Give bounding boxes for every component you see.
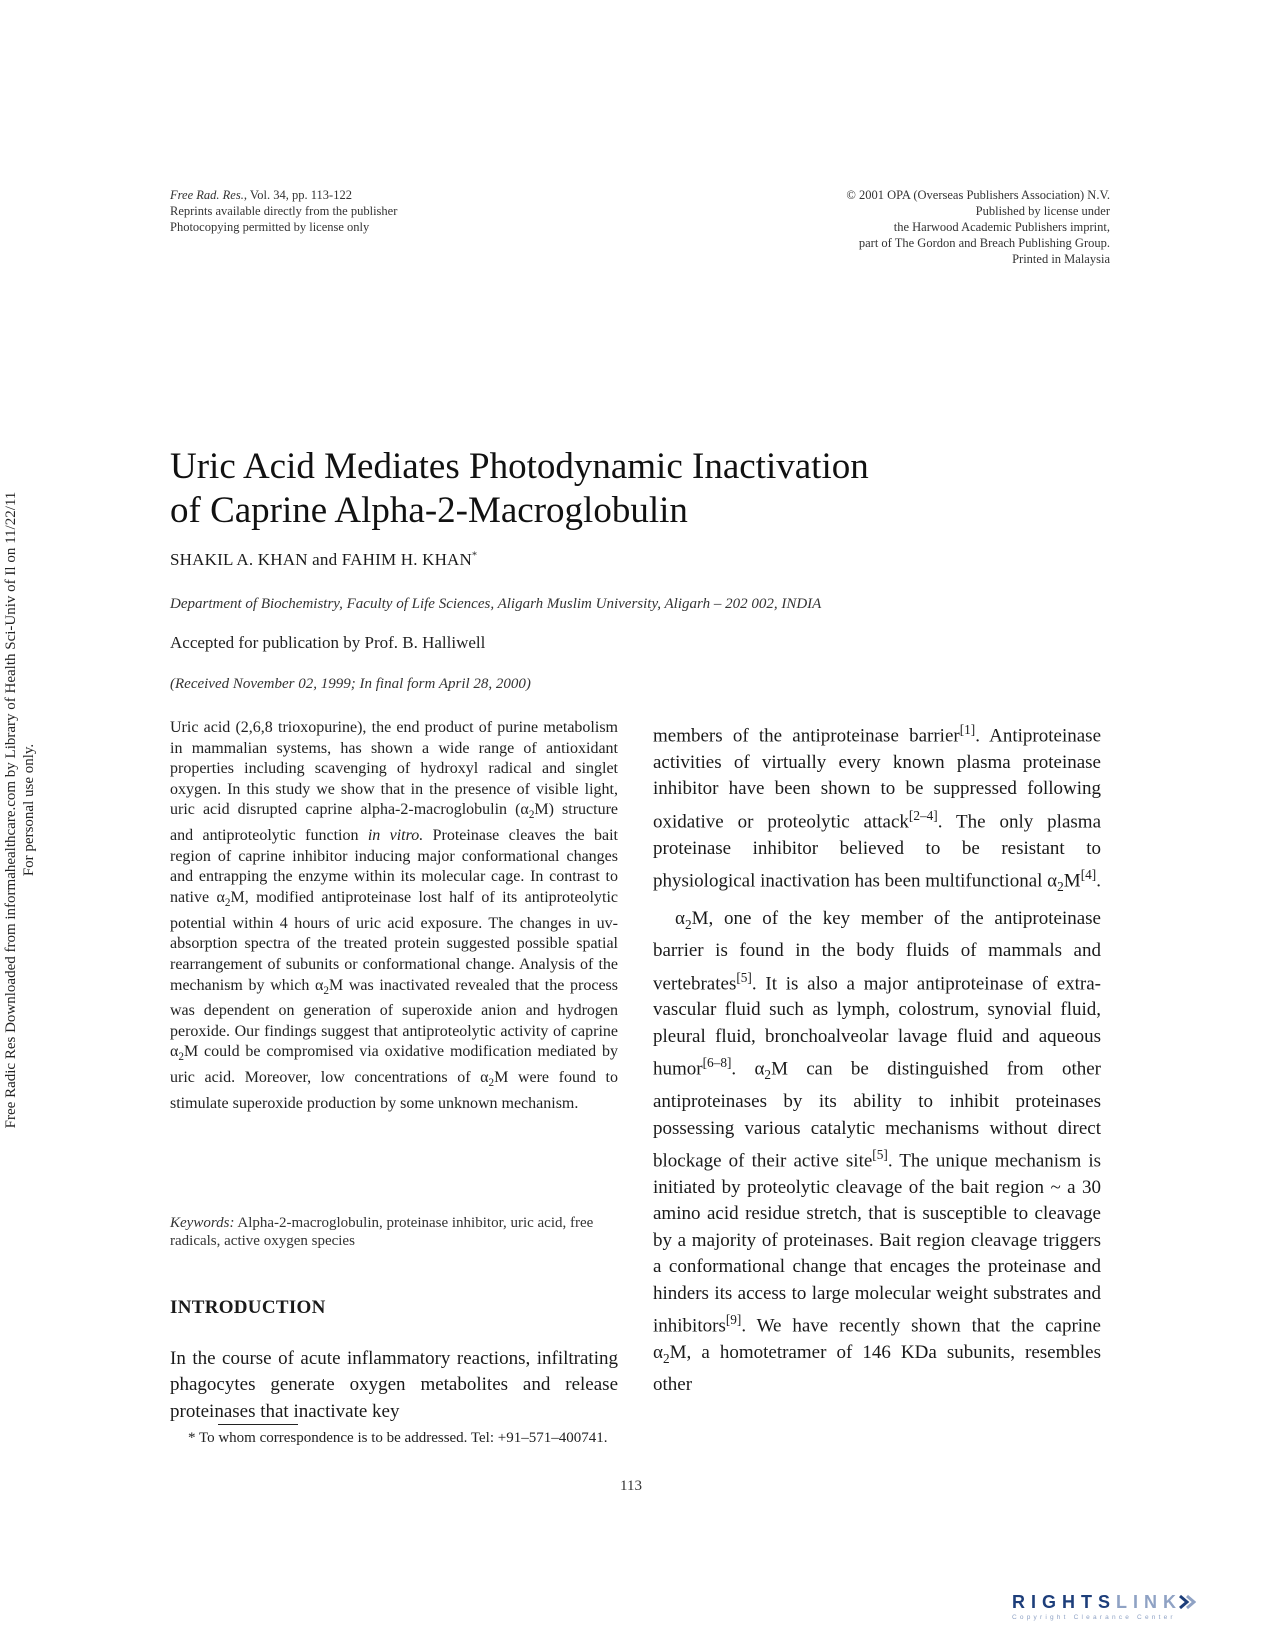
abstract-text: M were found to stimulate superoxide production by some unknown mechanism. — [170, 1069, 618, 1113]
section-heading-introduction: INTRODUCTION — [170, 1297, 326, 1318]
citation-ref: [5] — [736, 969, 752, 985]
abstract-italic: in vitro. — [367, 827, 424, 845]
publisher-line: © 2001 OPA (Overseas Publishers Association) N.V. — [846, 188, 1110, 202]
affiliation: Department of Biochemistry, Faculty of Life Sciences, Aligarh Muslim University, Aligarh – 202 002, INDIA — [170, 596, 822, 612]
watermark-line-2: For personal use only. — [21, 743, 37, 877]
download-watermark — [0, 450, 40, 1170]
publisher-line: Printed in Malaysia — [1012, 252, 1110, 266]
body-text: . We have recently shown that the caprine α — [653, 1315, 1101, 1364]
abstract-text: M, modified antiproteinase lost half of its antiproteolytic potential within 4 hours of uric acid exposure. The changes in uv-absorption spectra of the treated protein suggested possible spatial rearrangement of subunits or conformational change. Analysis of the mechanism by which α — [170, 888, 618, 994]
citation-ref: [4] — [1080, 867, 1097, 883]
subscript: 2 — [488, 1077, 495, 1090]
publisher-line: Published by license under — [975, 204, 1110, 218]
abstract-text: M was inactivated revealed that the process was dependent on generation of superoxide anion and hydrogen peroxide. Our findings suggest that antiproteolytic activity of caprine α — [170, 976, 618, 1061]
received-dates: (Received November 02, 1999; In final form April 28, 2000) — [170, 676, 531, 692]
chevron-logo-icon — [1178, 1594, 1196, 1610]
body-text: M, one of the key member of the antiproteinase barrier is found in the body fluids of mammals and vertebrates — [653, 907, 1101, 994]
journal-citation — [170, 187, 397, 235]
subscript: 2 — [528, 809, 535, 822]
abstract-text: Proteinase cleaves the bait region of caprine inhibitor inducing major conformational changes and entrapping the enzyme within its molecular cage. In contrast to native α — [170, 827, 618, 906]
subscript: 2 — [323, 984, 329, 997]
body-text: M can be distinguished from other antiproteinases by its ability to inhibit proteinases possessing various catalytic mechanisms without direct blockage of their active site — [653, 1058, 1101, 1172]
corresponding-mark: * — [472, 550, 478, 562]
logo-text-dark: RIGHTS — [1012, 1592, 1117, 1612]
abstract — [170, 718, 618, 1115]
page-number: 113 — [620, 1478, 642, 1494]
watermark-line-1: Free Radic Res Downloaded from informahealthcare.com by Library of Health Sci-Univ of Il on 11/22/11 — [3, 491, 19, 1129]
publisher-line: part of The Gordon and Breach Publishing Group. — [858, 236, 1110, 250]
body-text: members of the antiproteinase barrier — [653, 725, 960, 747]
photocopy-note: Photocopying permitted by license only — [170, 220, 370, 234]
citation-ref: [6–8] — [702, 1055, 732, 1071]
body-text: α — [675, 907, 685, 929]
body-paragraph — [653, 906, 1101, 1399]
footnote-rule — [218, 1424, 298, 1425]
body-text: M — [1063, 870, 1081, 892]
citation-ref: [5] — [872, 1147, 888, 1163]
abstract-text: M) structure and antiproteolytic function — [170, 801, 619, 845]
keywords-label: Keywords: — [170, 1215, 235, 1231]
authors-text: SHAKIL A. KHAN and FAHIM H. KHAN — [170, 550, 472, 569]
title-line-2: of Caprine Alpha-2-Macroglobulin — [170, 490, 688, 531]
author-list — [170, 550, 477, 570]
reprints-note: Reprints available directly from the publisher — [170, 204, 398, 218]
subscript: 2 — [764, 1067, 772, 1083]
body-paragraph — [653, 717, 1101, 901]
subscript: 2 — [684, 916, 692, 932]
subscript: 2 — [1057, 879, 1064, 895]
publisher-info — [846, 187, 1110, 267]
logo-wordmark — [1012, 1592, 1242, 1613]
body-text: . The unique mechanism is initiated by proteolytic cleavage of the bait region ~ a 30 amino acid residue stretch, that is susceptible to cleavage by a majority of proteinases. Bait region cleavage triggers a conformational change that encages the proteinase and hinders its access to large molecular weight substrates and inhibitors — [653, 1150, 1101, 1337]
body-text: . Antiproteinase activities of virtually every known plasma proteinase inhibitor have been shown to be suppressed following oxidative or proteolytic attack — [653, 725, 1101, 833]
body-text: . It is also a major antiproteinase of extra-vascular fluid such as lymph, colostrum, synovial fluid, pleural fluid, bronchoalveolar lavage fluid and aqueous humor — [653, 972, 1101, 1080]
citation-ref: [9] — [725, 1312, 742, 1328]
logo-subtitle: Copyright Clearance Center — [1012, 1614, 1176, 1621]
body-text: . α — [731, 1058, 765, 1080]
citation-ref: [1] — [959, 722, 976, 737]
keywords-text: Alpha-2-macroglobulin, proteinase inhibitor, uric acid, free radicals, active oxygen species — [170, 1215, 594, 1249]
body-text: M, a homotetramer of 146 KDa subunits, resembles other — [653, 1342, 1101, 1396]
publisher-line: the Harwood Academic Publishers imprint, — [893, 220, 1110, 234]
journal-name: Free Rad. Res. — [170, 188, 244, 202]
logo-text-light: LINK — [1116, 1592, 1183, 1612]
journal-volume: , Vol. 34, pp. 113-122 — [243, 188, 352, 202]
right-column — [653, 717, 1101, 1399]
journal-volume-line — [170, 187, 397, 203]
body-text: . The only plasma proteinase inhibitor believed to be resistant to physiological inactivation has been multifunctional α — [653, 811, 1101, 892]
keywords — [170, 1214, 618, 1250]
abstract-text: M could be compromised via oxidative modification mediated by uric acid. Moreover, low concentrations of α — [170, 1043, 618, 1087]
article-title — [170, 445, 990, 533]
title-line-1: Uric Acid Mediates Photodynamic Inactivation — [170, 446, 869, 487]
subscript: 2 — [662, 1350, 670, 1366]
body-text: . — [1096, 870, 1101, 892]
accepted-note: Accepted for publication by Prof. B. Halliwell — [170, 633, 486, 652]
citation-ref: [2–4] — [908, 807, 938, 823]
abstract-text: Uric acid (2,6,8 trioxopurine), the end product of purine metabolism in mammalian systems, has shown a wide range of antioxidant properties including scavenging of hydroxyl radical and singlet oxygen. In this study we show that in the presence of visible light, uric acid disrupted caprine alpha-2-macroglobulin (α — [170, 719, 618, 819]
introduction-paragraph: In the course of acute inflammatory reactions, infiltrating phagocytes generate oxygen metabolites and release proteinases that inactivate key — [170, 1348, 618, 1422]
subscript: 2 — [178, 1051, 184, 1064]
footnote: * To whom correspondence is to be addressed. Tel: +91–571–400741. — [188, 1430, 608, 1446]
subscript: 2 — [224, 897, 231, 910]
rightslink-logo[interactable] — [1012, 1592, 1242, 1626]
